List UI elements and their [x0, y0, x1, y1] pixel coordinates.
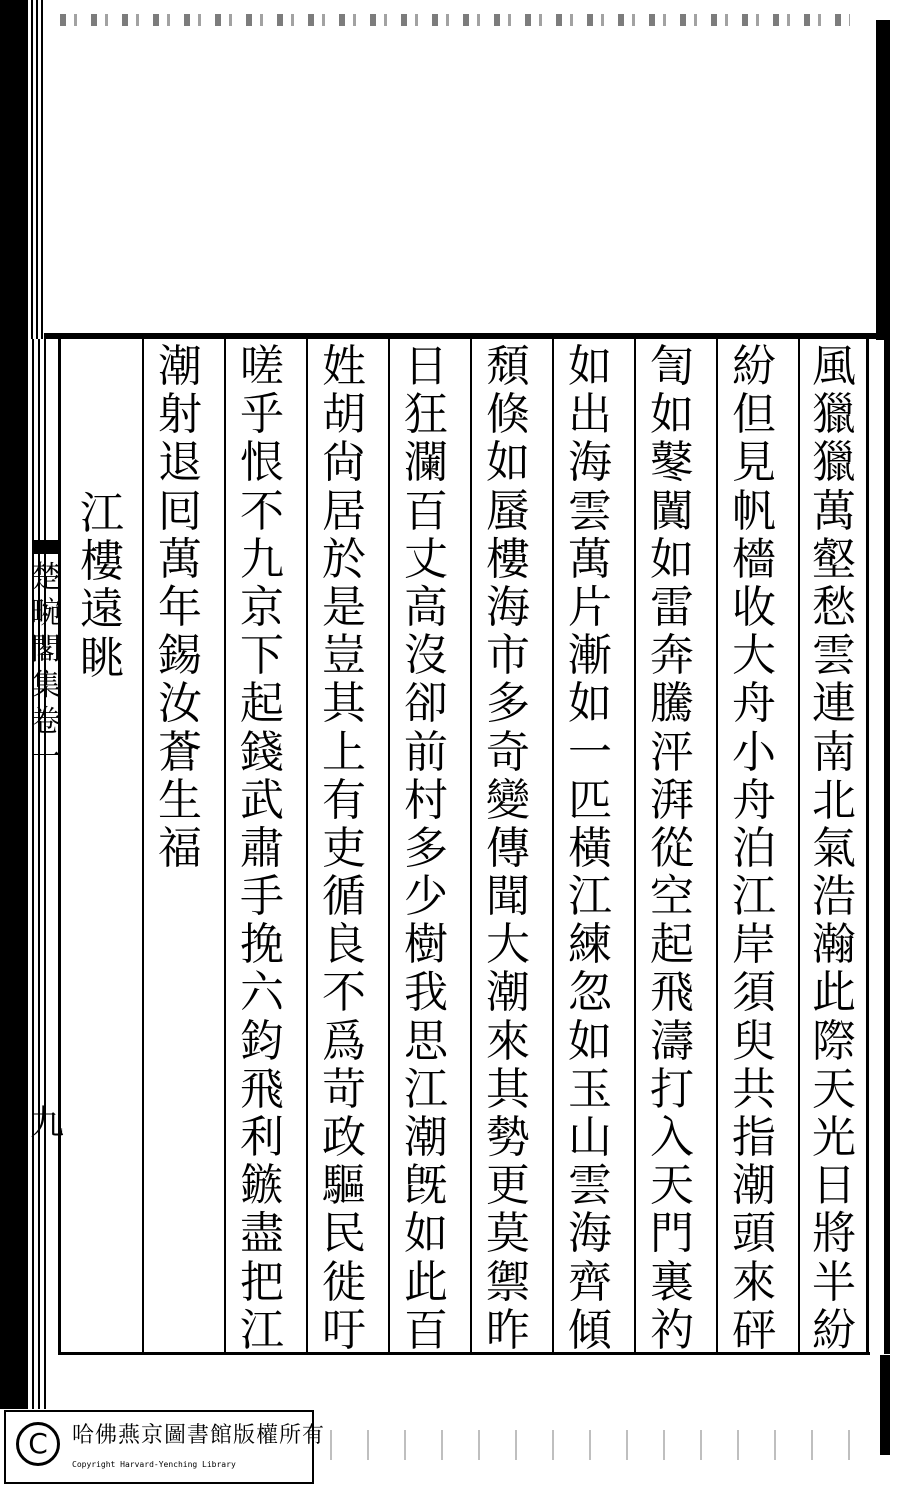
glyph: 肅: [240, 822, 284, 874]
text-column: [232, 343, 292, 1355]
glyph: 一: [568, 726, 612, 778]
glyph: 生: [158, 774, 202, 826]
glyph: 帆: [732, 485, 776, 537]
glyph: 山: [568, 1112, 612, 1163]
glyph: 起: [650, 919, 694, 971]
upper-page: [0, 0, 900, 340]
copyright-stamp: [4, 1410, 326, 1484]
glyph: 莫: [486, 1208, 530, 1260]
glyph: 倏: [486, 389, 530, 441]
glyph: 其: [322, 678, 366, 730]
glyph: 汝: [158, 678, 202, 730]
glyph: 楚: [31, 560, 61, 595]
glyph: 江: [80, 488, 124, 539]
glyph: 檣: [732, 533, 776, 585]
column-rule: [142, 339, 144, 1354]
column-rule: [224, 339, 226, 1354]
glyph: 礿: [650, 1304, 694, 1356]
glyph: 瀾: [404, 437, 448, 489]
glyph: 來: [732, 1256, 776, 1308]
glyph: 共: [732, 1063, 776, 1115]
glyph: 豈: [322, 630, 366, 682]
glyph: 如: [568, 678, 612, 730]
copyright-english: Copyright Harvard-Yenching Library: [72, 1460, 236, 1469]
glyph: 此: [812, 967, 856, 1019]
page-edge-shadow: [880, 1355, 890, 1455]
glyph: 天: [650, 1160, 694, 1212]
glyph: 挽: [240, 919, 284, 971]
glyph: 紛: [732, 341, 776, 392]
glyph: 指: [732, 1112, 776, 1163]
glyph: 潮: [732, 1160, 776, 1212]
glyph: 丈: [404, 533, 448, 585]
glyph: 勢: [486, 1112, 530, 1163]
glyph: 下: [240, 630, 284, 682]
glyph: 雷: [650, 581, 694, 633]
glyph: 愁: [812, 581, 856, 633]
glyph: 如: [650, 533, 694, 585]
glyph: 齊: [568, 1256, 612, 1308]
glyph: 武: [240, 774, 284, 826]
glyph: 舟: [732, 678, 776, 730]
glyph: 居: [322, 485, 366, 537]
glyph: 砰: [732, 1304, 776, 1356]
glyph: 潮: [486, 967, 530, 1019]
glyph: 不: [322, 967, 366, 1019]
glyph: 大: [486, 919, 530, 971]
glyph: 其: [486, 1063, 530, 1115]
glyph: 蜃: [486, 485, 530, 537]
glyph: 變: [486, 774, 530, 826]
glyph: 見: [732, 437, 776, 489]
glyph: 不: [240, 485, 284, 537]
glyph: 傳: [486, 822, 530, 874]
glyph: 練: [568, 919, 612, 971]
glyph: 村: [404, 774, 448, 826]
glyph: 姓: [322, 341, 366, 392]
glyph: 九: [240, 533, 284, 585]
glyph: 樓: [486, 533, 530, 585]
page-edge-shadow: [0, 339, 26, 1409]
glyph: 如: [568, 341, 612, 392]
glyph: 於: [322, 533, 366, 585]
glyph: 閣: [31, 632, 61, 667]
glyph: 光: [812, 1112, 856, 1163]
glyph: 京: [240, 581, 284, 633]
glyph: 奔: [650, 630, 694, 682]
glyph: 海: [568, 437, 612, 489]
glyph: 海: [568, 1208, 612, 1260]
glyph: 忽: [568, 967, 612, 1019]
glyph: 遠: [80, 584, 124, 636]
glyph: 湃: [650, 774, 694, 826]
glyph: 玉: [568, 1063, 612, 1115]
text-column: [642, 343, 702, 1355]
glyph: 鼕: [650, 437, 694, 489]
fishtail-mark: [32, 540, 60, 554]
glyph: 錫: [158, 630, 202, 682]
glyph: 匹: [568, 774, 612, 826]
glyph: 氣: [812, 822, 856, 874]
glyph: 吏: [322, 822, 366, 874]
glyph: 入: [650, 1112, 694, 1163]
glyph: 如: [650, 389, 694, 441]
glyph: 徙: [322, 1256, 366, 1308]
glyph: 卷: [31, 704, 61, 739]
column-rule: [798, 339, 800, 1354]
glyph: 一: [31, 740, 61, 775]
glyph: 獵: [812, 389, 856, 441]
glyph: 把: [240, 1256, 284, 1308]
glyph: 頭: [732, 1208, 776, 1260]
glyph: 空: [650, 871, 694, 923]
glyph: 嗟: [240, 341, 284, 392]
glyph: 泊: [732, 822, 776, 874]
column-rule: [716, 339, 718, 1354]
glyph: 將: [812, 1208, 856, 1260]
poem-title: [72, 490, 132, 683]
glyph: 六: [240, 967, 284, 1019]
glyph: 萬: [812, 485, 856, 537]
text-column: [478, 343, 538, 1355]
glyph: 旣: [404, 1160, 448, 1212]
glyph: 濤: [650, 1015, 694, 1067]
text-column: [150, 343, 210, 873]
glyph: 萬: [568, 533, 612, 585]
glyph: 年: [158, 581, 202, 633]
page-edge-shadow: [0, 0, 26, 340]
glyph: 闐: [650, 485, 694, 537]
glyph: 政: [322, 1112, 366, 1163]
glyph: 循: [322, 871, 366, 923]
glyph: 連: [812, 678, 856, 730]
glyph: 潮: [158, 341, 202, 392]
glyph: 如: [486, 437, 530, 489]
glyph: 岸: [732, 919, 776, 971]
glyph: 但: [732, 389, 776, 441]
glyph: 錢: [240, 726, 284, 778]
glyph: 裏: [650, 1256, 694, 1308]
glyph: 上: [322, 726, 366, 778]
glyph: 樓: [80, 536, 124, 588]
glyph: 畹: [31, 596, 61, 631]
page-number: 九: [30, 1103, 64, 1143]
glyph: 蒼: [158, 726, 202, 778]
glyph: 南: [812, 726, 856, 778]
glyph: 北: [812, 774, 856, 826]
page-edge-shadow: [876, 20, 890, 340]
glyph: 江: [240, 1304, 284, 1356]
column-rule: [470, 339, 472, 1354]
column-rule: [634, 339, 636, 1354]
glyph: 半: [812, 1256, 856, 1308]
glyph: 多: [486, 678, 530, 730]
text-column: [314, 343, 374, 1355]
column-rule: [306, 339, 308, 1354]
glyph: 海: [486, 581, 530, 633]
glyph: 退: [158, 437, 202, 489]
glyph: 聞: [486, 871, 530, 923]
glyph: 樹: [404, 919, 448, 971]
glyph: 天: [812, 1063, 856, 1115]
glyph: 禦: [486, 1256, 530, 1308]
text-column: [724, 343, 784, 1355]
column-rule: [552, 339, 554, 1354]
glyph: 日: [812, 1160, 856, 1212]
glyph: 獵: [812, 437, 856, 489]
glyph: 泙: [650, 726, 694, 778]
glyph: 乎: [240, 389, 284, 441]
glyph: 卻: [404, 678, 448, 730]
glyph: 門: [650, 1208, 694, 1260]
glyph: 利: [240, 1112, 284, 1163]
glyph: 飛: [240, 1063, 284, 1115]
glyph: 是: [322, 581, 366, 633]
glyph: 集: [31, 668, 61, 703]
glyph: 思: [404, 1015, 448, 1067]
column-rule: [388, 339, 390, 1354]
glyph: 有: [322, 774, 366, 826]
text-column: [560, 343, 620, 1355]
border-right: [866, 339, 869, 1354]
glyph: 沒: [404, 630, 448, 682]
print-speckle: [330, 1430, 870, 1460]
glyph: 尙: [322, 437, 366, 489]
glyph: 臾: [732, 1015, 776, 1067]
page-stack-edge: [26, 0, 46, 340]
glyph: 百: [404, 1304, 448, 1356]
glyph: 從: [650, 822, 694, 874]
glyph: 前: [404, 726, 448, 778]
book-title: [28, 560, 64, 776]
glyph: 胡: [322, 389, 366, 441]
glyph: 射: [158, 389, 202, 441]
glyph: 小: [732, 726, 776, 778]
glyph: 浩: [812, 871, 856, 923]
glyph: 百: [404, 485, 448, 537]
glyph: 頹: [486, 341, 530, 392]
glyph: 漸: [568, 630, 612, 682]
glyph: 手: [240, 871, 284, 923]
glyph: 瀚: [812, 919, 856, 971]
glyph: 吁: [322, 1304, 366, 1356]
glyph: 高: [404, 581, 448, 633]
glyph: 鏃: [240, 1160, 284, 1212]
glyph: 須: [732, 967, 776, 1019]
glyph: 雲: [568, 1160, 612, 1212]
glyph: 驅: [322, 1160, 366, 1212]
glyph: 橫: [568, 822, 612, 874]
glyph: 日: [404, 341, 448, 392]
glyph: 傾: [568, 1304, 612, 1356]
glyph: 江: [404, 1063, 448, 1115]
page-edge-shadow: [884, 339, 890, 1354]
banxin-strip: [28, 540, 64, 1160]
glyph: 此: [404, 1256, 448, 1308]
glyph: 福: [158, 822, 202, 874]
glyph: 市: [486, 630, 530, 682]
glyph: 盡: [240, 1208, 284, 1260]
glyph: 潮: [404, 1112, 448, 1163]
glyph: 訇: [650, 341, 694, 392]
glyph: 起: [240, 678, 284, 730]
glyph: 紛: [812, 1304, 856, 1356]
glyph: 如: [568, 1015, 612, 1067]
glyph: 飛: [650, 967, 694, 1019]
glyph: 恨: [240, 437, 284, 489]
glyph: 多: [404, 822, 448, 874]
glyph: 良: [322, 919, 366, 971]
glyph: 舟: [732, 774, 776, 826]
glyph: 際: [812, 1015, 856, 1067]
glyph: 眺: [80, 632, 124, 684]
glyph: 更: [486, 1160, 530, 1212]
glyph: 收: [732, 581, 776, 633]
glyph: 雲: [568, 485, 612, 537]
glyph: 來: [486, 1015, 530, 1067]
glyph: 出: [568, 389, 612, 441]
print-speckle: [60, 14, 850, 26]
copyright-chinese: 哈佛燕京圖書館版權所有: [72, 1423, 326, 1448]
page-fold-line: [44, 333, 890, 339]
glyph: 萬: [158, 533, 202, 585]
glyph: 江: [732, 871, 776, 923]
glyph: 我: [404, 967, 448, 1019]
glyph: 江: [568, 871, 612, 923]
glyph: 囘: [158, 485, 202, 537]
glyph: 騰: [650, 678, 694, 730]
glyph: 如: [404, 1208, 448, 1260]
glyph: 鈞: [240, 1015, 284, 1067]
glyph: 少: [404, 871, 448, 923]
glyph: 片: [568, 581, 612, 633]
glyph: 苛: [322, 1063, 366, 1115]
glyph: 壑: [812, 533, 856, 585]
glyph: 奇: [486, 726, 530, 778]
glyph: 風: [812, 341, 856, 392]
glyph: 民: [322, 1208, 366, 1260]
glyph: 狂: [404, 389, 448, 441]
text-column: [396, 343, 456, 1355]
glyph: 昨: [486, 1304, 530, 1356]
glyph: 大: [732, 630, 776, 682]
glyph: 爲: [322, 1015, 366, 1067]
glyph: 雲: [812, 630, 856, 682]
glyph: 打: [650, 1063, 694, 1115]
text-column: [804, 343, 864, 1355]
copyright-icon: C: [16, 1422, 60, 1466]
